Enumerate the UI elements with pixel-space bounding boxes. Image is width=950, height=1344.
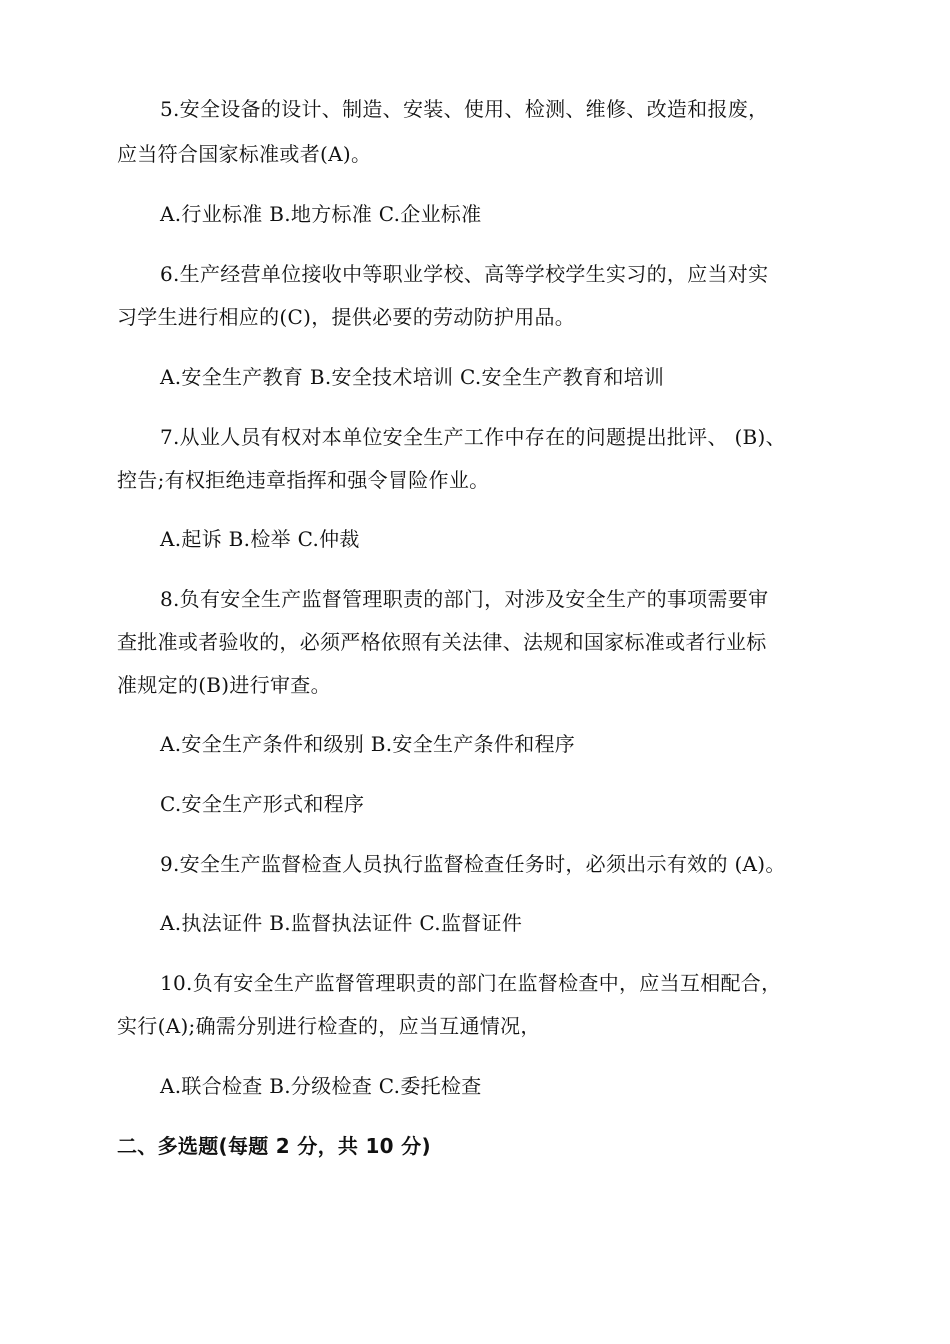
- question-7-line-1: 7.从业人员有权对本单位安全生产工作中存在的问题提出批评、 (B)、: [160, 425, 786, 449]
- question-10-line-2: 实行(A);确需分别进行检查的，应当互通情况，: [117, 1014, 541, 1038]
- question-9-options: A.执法证件 B.监督执法证件 C.监督证件: [160, 911, 523, 935]
- question-5-line-2: 应当符合国家标准或者(A)。: [117, 142, 372, 166]
- question-8-options-1: A.安全生产条件和级别 B.安全生产条件和程序: [160, 732, 576, 756]
- question-8-line-1: 8.负有安全生产监督管理职责的部门，对涉及安全生产的事项需要审: [160, 587, 769, 611]
- question-6-line-2: 习学生进行相应的(C)，提供必要的劳动防护用品。: [117, 305, 576, 329]
- question-5-line-1: 5.安全设备的设计、制造、安装、使用、检测、维修、改造和报废，: [160, 97, 769, 121]
- question-10-line-1: 10.负有安全生产监督管理职责的部门在监督检查中，应当互相配合，: [160, 971, 782, 995]
- question-7-line-2: 控告;有权拒绝违章指挥和强令冒险作业。: [117, 468, 490, 492]
- question-6-line-1: 6.生产经营单位接收中等职业学校、高等学校学生实习的，应当对实: [160, 262, 769, 286]
- question-8-line-2: 查批准或者验收的，必须严格依照有关法律、法规和国家标准或者行业标: [117, 630, 767, 654]
- question-6-options: A.安全生产教育 B.安全技术培训 C.安全生产教育和培训: [160, 365, 665, 389]
- question-9-line-1: 9.安全生产监督检查人员执行监督检查任务时，必须出示有效的 (A)。: [160, 852, 786, 876]
- question-8-line-3: 准规定的(B)进行审查。: [117, 673, 331, 697]
- question-10-options: A.联合检查 B.分级检查 C.委托检查: [160, 1074, 482, 1098]
- question-7-options: A.起诉 B.检举 C.仲裁: [160, 527, 360, 551]
- question-5-options: A.行业标准 B.地方标准 C.企业标准: [160, 202, 482, 226]
- section-heading: 二、多选题(每题 2 分，共 10 分): [117, 1134, 431, 1158]
- question-8-options-2: C.安全生产形式和程序: [160, 792, 365, 816]
